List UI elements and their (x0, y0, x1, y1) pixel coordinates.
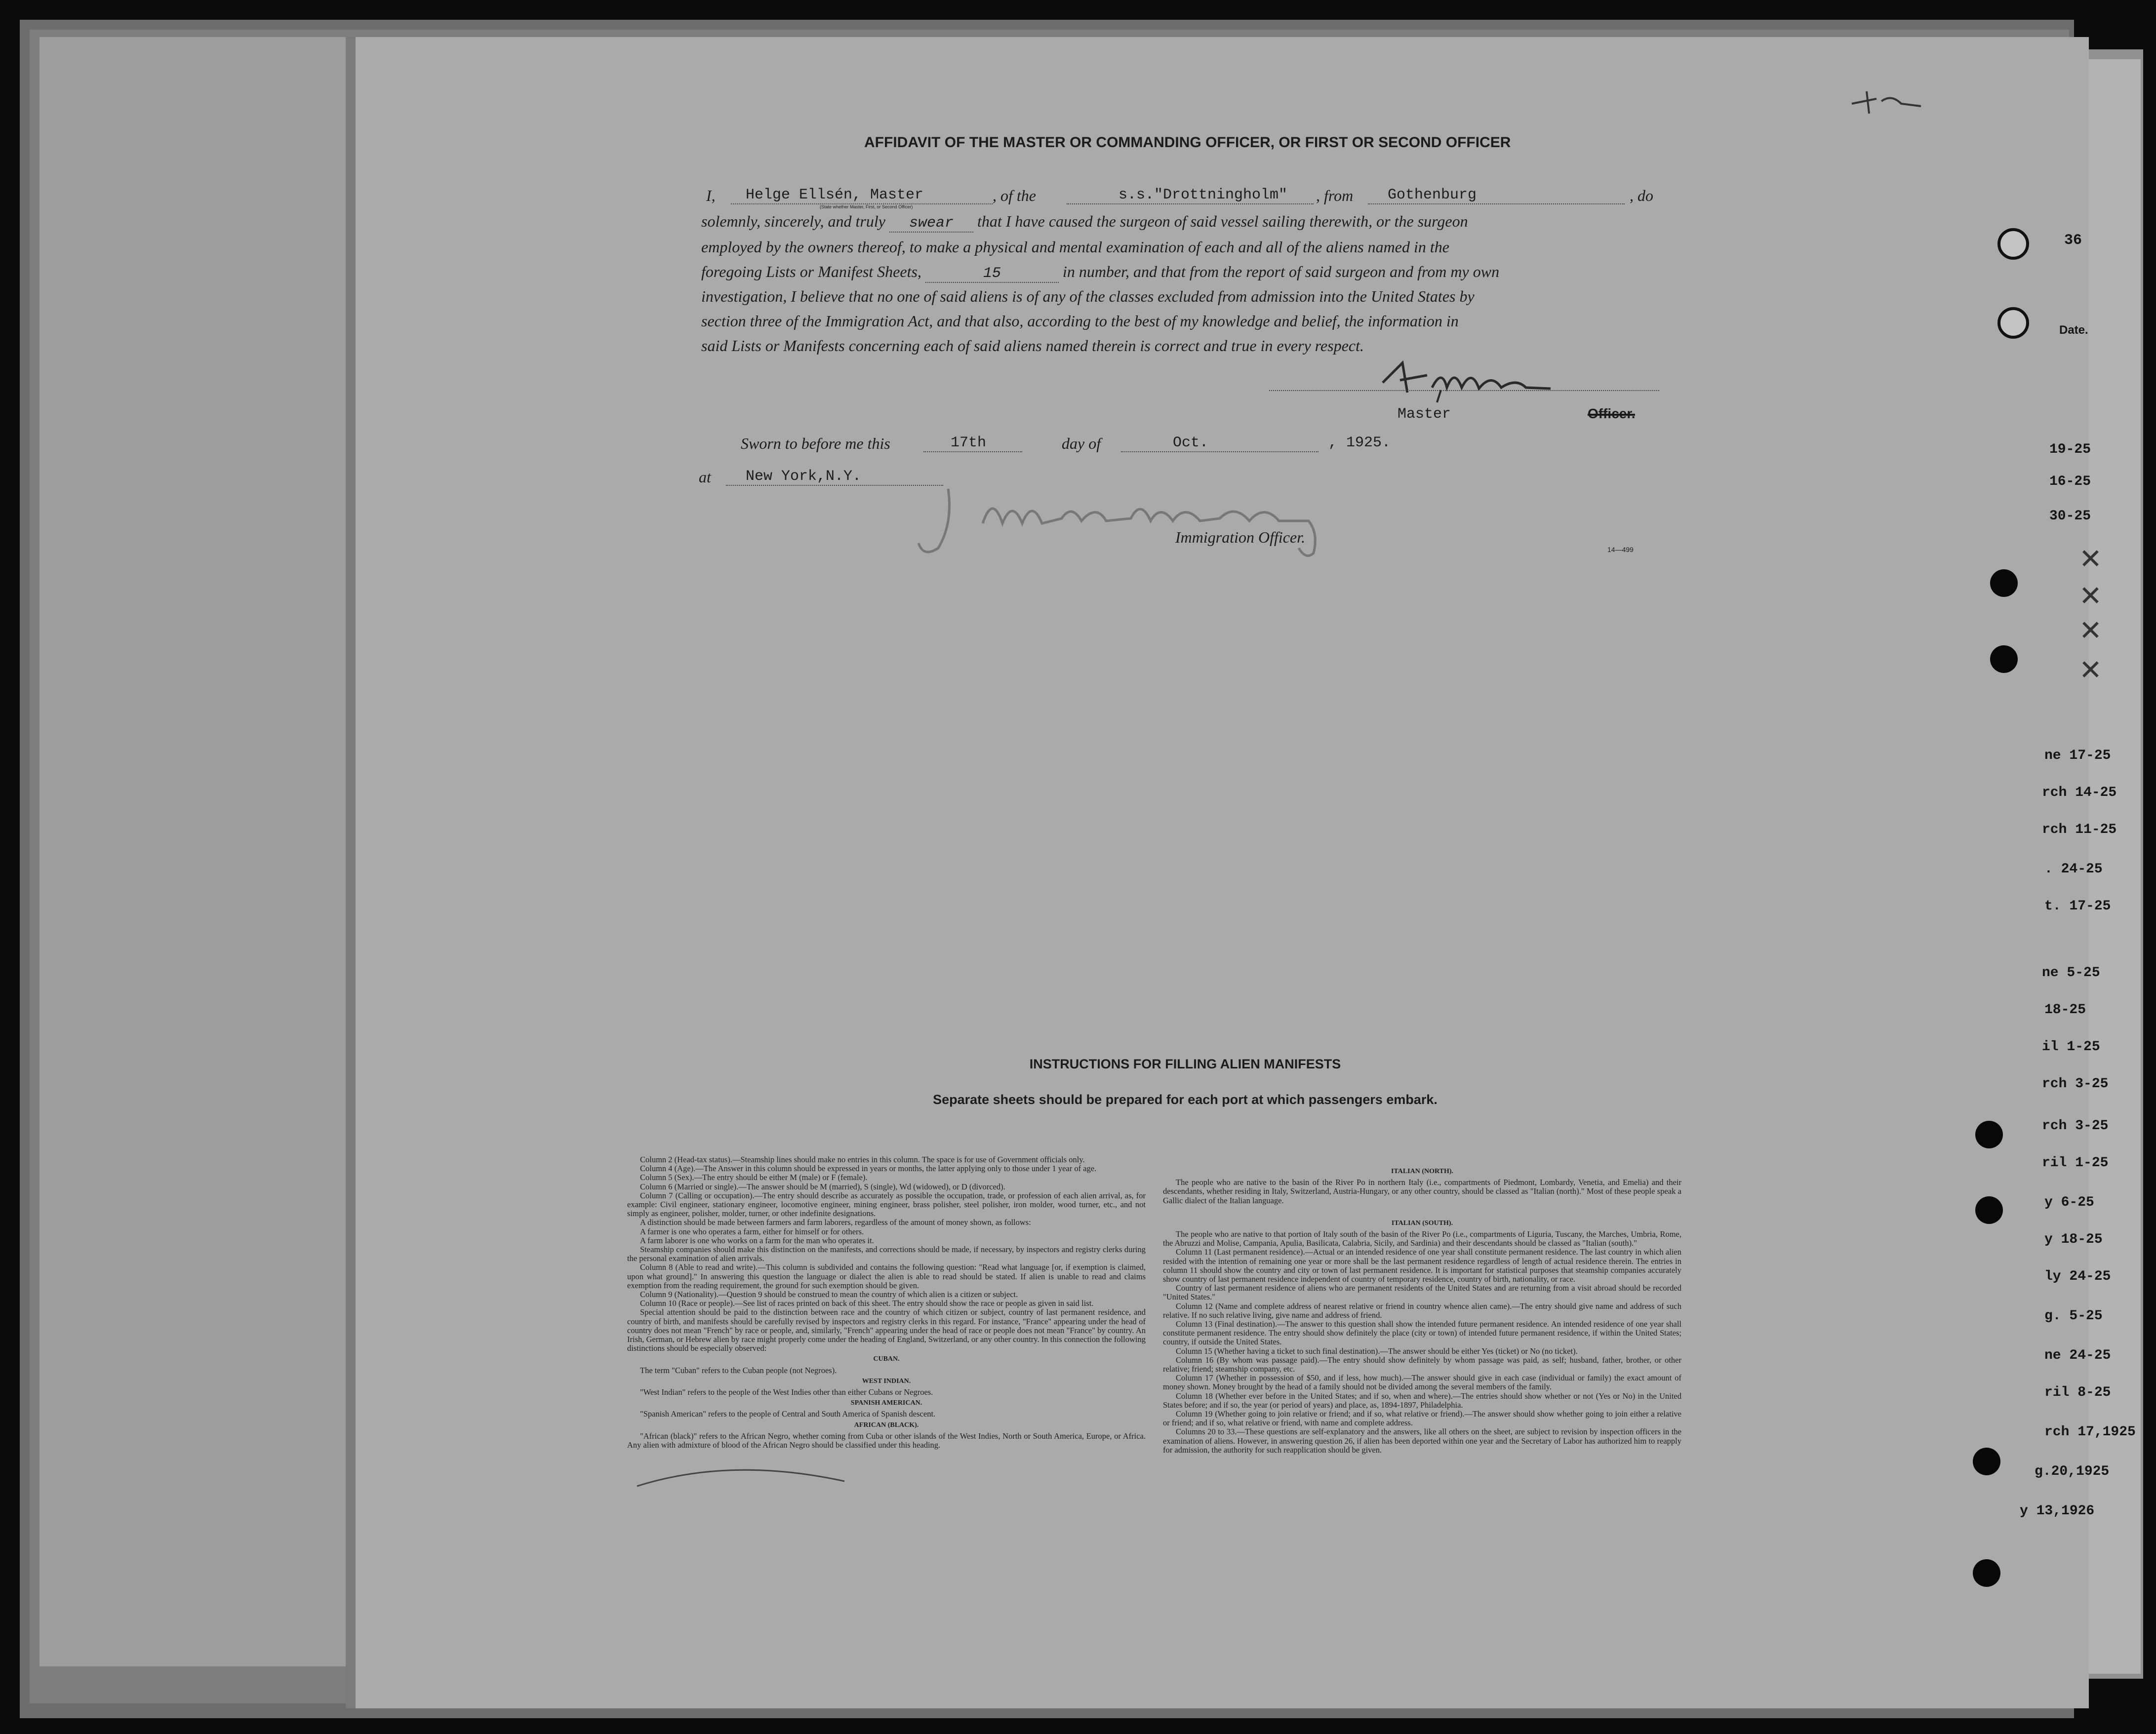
page-fold-shadow (346, 37, 356, 1708)
binder-hole-icon (1997, 307, 2029, 339)
margin-date-entry: il 1-25 (2042, 1039, 2100, 1055)
margin-date-entry: rch 11-25 (2042, 822, 2117, 837)
date-column-header: Date. (2059, 323, 2088, 337)
margin-date-entry: rch 3-25 (2042, 1118, 2109, 1134)
sworn-year: , 1925. (1328, 434, 1391, 451)
affidavit-line4: foregoing Lists or Manifest Sheets, 15 in number, and that from the report of said surgeon and from my own (701, 263, 1500, 282)
margin-date-entry: ril 1-25 (2042, 1155, 2109, 1171)
sworn-month: Oct. (1173, 434, 1209, 451)
check-mark-icon: ✕ (2079, 581, 2102, 612)
departure-port: Gothenburg (1388, 187, 1477, 203)
margin-date-entry: y 6-25 (2044, 1195, 2094, 1210)
check-mark-icon: ✕ (2079, 616, 2102, 646)
binder-hole-icon (1975, 1196, 2003, 1224)
affidavit-title: AFFIDAVIT OF THE MASTER OR COMMANDING OFFICER, OR FIRST OR SECOND OFFICER (864, 134, 1511, 151)
binder-hole-icon (1973, 1559, 2000, 1587)
sworn-place: New York,N.Y. (746, 468, 862, 485)
margin-date-entry: g.20,1925 (2035, 1464, 2110, 1479)
binder-hole-icon (1973, 1448, 2000, 1475)
oath-type: swear (889, 215, 973, 233)
binder-hole-icon (1997, 228, 2029, 260)
affidavit-line3: employed by the owners thereof, to make a physical and mental examination of each and all of the aliens named in the (701, 238, 1449, 256)
form-number: 14—499 (1607, 546, 1634, 553)
binder-hole-icon (1990, 645, 2018, 673)
rank-hint: (State whether Master, First, or Second Officer) (820, 204, 913, 209)
margin-date-entry: y 18-25 (2044, 1232, 2103, 1247)
struck-officer (1588, 406, 1635, 422)
immigration-officer-signature (904, 474, 1388, 563)
margin-date-entry: 18-25 (2044, 1002, 2086, 1018)
margin-date-entry: rch 17,1925 (2044, 1424, 2136, 1440)
margin-date-entry: rch 3-25 (2042, 1076, 2109, 1092)
at-label: at (699, 468, 711, 486)
affidavit-line5: investigation, I believe that no one of said aliens is of any of the classes excluded from admission into the United States by (701, 287, 1475, 305)
sworn-label: Sworn to before me this (741, 434, 890, 452)
affidavit-i: I, (706, 187, 716, 204)
margin-date-entry: 19-25 (2049, 442, 2091, 457)
master-signature (1373, 353, 1580, 407)
from-label: , from (1316, 187, 1354, 204)
index-number: 36 (2064, 232, 2082, 249)
of-the-label: , of the (993, 187, 1036, 204)
sheet-count: 15 (925, 265, 1059, 283)
day-of-label: day of (1062, 434, 1101, 452)
instructions-left-column: Column 2 (Head-tax status).—Steamship lines should make no entries in this column. The space is for use of Government officials only. Column 4 (Age).—The Answer in this column should be expressed in years or months, the latter applying only to those under 1 year of age. Column 5 (Sex).—The entry should be either M (male) or F (female). Column 6 (Married or single).—The answer should be M (married), S (single), Wd (widowed), or D (divorced). Column 7 (Calling or occupation).—The entry should describe as accurately as possible the occupation, trade, or profession of each alien arrival, as, for example: Civil engineer, stationary engineer, locomotive engineer, mining engineer, brass polisher, steel polisher, iron molder, wood turner, etc., and not simply as engineer, polisher, molder, turner, or other indefinite designations. A distinction should be made between farmers and farm laborers, regardless of the amount of money shown, as follows: A farmer is one who operates a farm, either for himself or for others. A farm laborer is one who works on a farm for the man who operates it. Steamship companies should make this distinction on the manifests, and corrections should be made, if necessary, by inspectors and registry clerks during the personal examination of alien arrivals. Column 8 (Able to read and write).—This column is subdivided and contains the following question: "Read what language [or, if exemption is claimed, upon what ground]." In answering this question the language or dialect the alien is able to read should be stated. If alien is unable to read and claims exemption from the reading requirement, the ground for such exemption should be given. Column 9 (Nationality).—Question 9 should be construed to mean the country of which alien is a citizen or subject. Column 10 (Race or people).—See list of races printed on back of this sheet. The entry should show the race or people as given in said list. Special attention should be paid to the distinction between race and the country of which citizen or subject, country of last permanent residence, and country of birth, and manifests should be carefully revised by inspectors and registry clerks in this regard. For instance, "France" appearing under the head of country does not mean "French" by race or people, and, similarly, "French" appearing under the head of race or people does not mean "France" by country. An Irish, German, or Hebrew alien by race might properly come under the heading of England, Switzerland, or any other country. In this connection the following distinctions should be especially observed: CUBAN. The term "Cuban" refers to the Cuban people (not Negroes). WEST INDIAN. "West Indian" refers to the people of the West Indies other than either Cubans or Negroes. SPANISH AMERICAN. "Spanish American" refers to the people of Central and South America of Spanish descent. AFRICAN (BLACK). "African (black)" refers to the African Negro, whether coming from Cuba or other islands of the West Indies, North or South America, Europe, or Africa. Any alien with admixture of blood of the African Negro should be classified under this heading. (627, 1155, 1146, 1450)
margin-date-entry: . 24-25 (2044, 862, 2103, 877)
margin-date-entry: ne 24-25 (2044, 1348, 2111, 1363)
margin-date-entry: ne 5-25 (2042, 965, 2100, 981)
sworn-day: 17th (951, 434, 987, 451)
margin-date-entry: y 13,1926 (2020, 1503, 2095, 1519)
margin-date-entry: g. 5-25 (2044, 1308, 2103, 1324)
affidavit-line7: said Lists or Manifests concerning each of said aliens named therein is correct and true in every respect. (701, 337, 1364, 355)
ship-name: s.s."Drottningholm" (1118, 187, 1288, 203)
margin-date-entry: 30-25 (2049, 509, 2091, 524)
instructions-title: INSTRUCTIONS FOR FILLING ALIEN MANIFESTS (1029, 1057, 1341, 1071)
pen-stroke-icon (632, 1461, 849, 1506)
instructions-subtitle: Separate sheets should be prepared for each port at which passengers embark. (933, 1092, 1437, 1107)
do-label: , do (1630, 187, 1653, 204)
affidavit-line2: solemnly, sincerely, and truly swear that I have caused the surgeon of said vessel sailing therewith, or the surgeon (701, 212, 1468, 232)
margin-date-entry: t. 17-25 (2044, 899, 2111, 914)
margin-date-entry: 16-25 (2049, 474, 2091, 489)
margin-date-entry: ril 8-25 (2044, 1385, 2111, 1400)
pencil-mark-icon (1847, 84, 1926, 123)
margin-date-entry: ne 17-25 (2044, 748, 2111, 763)
binder-hole-icon (1975, 1121, 2003, 1148)
officer-title: Immigration Officer. (1175, 528, 1306, 546)
instructions-right-column: ITALIAN (NORTH). The people who are native to the basin of the River Po in northern Italy (i.e., compartments of Piedmont, Lombardy, Venetia, and Emelia) and their descendants, whether residing in Italy, Switzerland, Austria-Hungary, or any other country, should be classed as "Italian (north)." Most of these people speak a Gallic dialect of the Italian language. ITALIAN (SOUTH). The people who are native to that portion of Italy south of the basin of the River Po (i.e., compartments of Liguria, Tuscany, the Marches, Umbria, Rome, the Abruzzi and Molise, Campania, Apulia, Basilicata, Calabria, Sicily, and Sardinia) and their descendants should be classed as "Italian (south)." Column 11 (Last permanent residence).—Actual or an intended residence of one year shall constitute permanent residence. The last country in which alien resided with the intention of remaining one year or more shall be the last permanent residence regardless of length of actual residence therein. The entries in column 11 should show the country and city or town of last permanent residence. It is important for statistical purposes that steamship companies accurately show country of last permanent residence independent of country of temporary residence, country of birth, nationality, or race. Country of last permanent residence of aliens who are permanent residents of the United States and are returning from a visit abroad should be recorded "United States." Column 12 (Name and complete address of nearest relative or friend in country whence alien came).—The entry should give name and address of such relative. If no such relative living, give name and address of friend. Column 13 (Final destination).—The answer to this question shall show the intended future permanent residence. An intended residence of one year shall constitute permanent residence. The entry should show definitely the place (city or town) of intended future permanent residence, if within the United States; country, if outside the United States. Column 15 (Whether having a ticket to such final destination).—The answer should be either Yes (ticket) or No (no ticket). Column 16 (By whom was passage paid).—The entry should show definitely by whom passage was paid, as self; husband, father, brother, or other relative; friend; steamship company, etc. Column 17 (Whether in possession of $50, and if less, how much).—The answer should give in each case (individual or family) the exact amount of money shown. Money brought by the head of a family should not be divided among the several members of the family. Column 18 (Whether ever before in the United States; and if so, when and where).—The entries should show whether or not (Yes or No) in the United States before; and if so, the year (or period of years) and place, as, 1894-1897, Philadelphia. Column 19 (Whether going to join relative or friend; and if so, what relative or friend).—The answer should show whether going to join either a relative or friend; and if so, what relative or friend, with name and complete address. Columns 20 to 33.—These questions are self-explanatory and the answers, like all others on the sheet, are subject to revision by inspection officers in the examination of aliens. However, in answering question 26, if alien has been deported within one year and the Secretary of Labor has authorized him to reapply for admission, the authority for such reapplication should be given. (1163, 1168, 1681, 1455)
master-name: Helge Ellsén, Master (746, 187, 924, 203)
check-mark-icon: ✕ (2079, 655, 2102, 686)
left-page-edge (40, 37, 356, 1666)
margin-date-entry: ly 24-25 (2044, 1269, 2111, 1284)
binder-hole-icon (1990, 569, 2018, 597)
affidavit-line6: section three of the Immigration Act, and that also, according to the best of my knowledge and belief, the information in (701, 312, 1459, 330)
signer-title: Master (1397, 406, 1451, 423)
margin-date-entry: rch 14-25 (2042, 785, 2117, 800)
check-mark-icon: ✕ (2079, 544, 2102, 575)
